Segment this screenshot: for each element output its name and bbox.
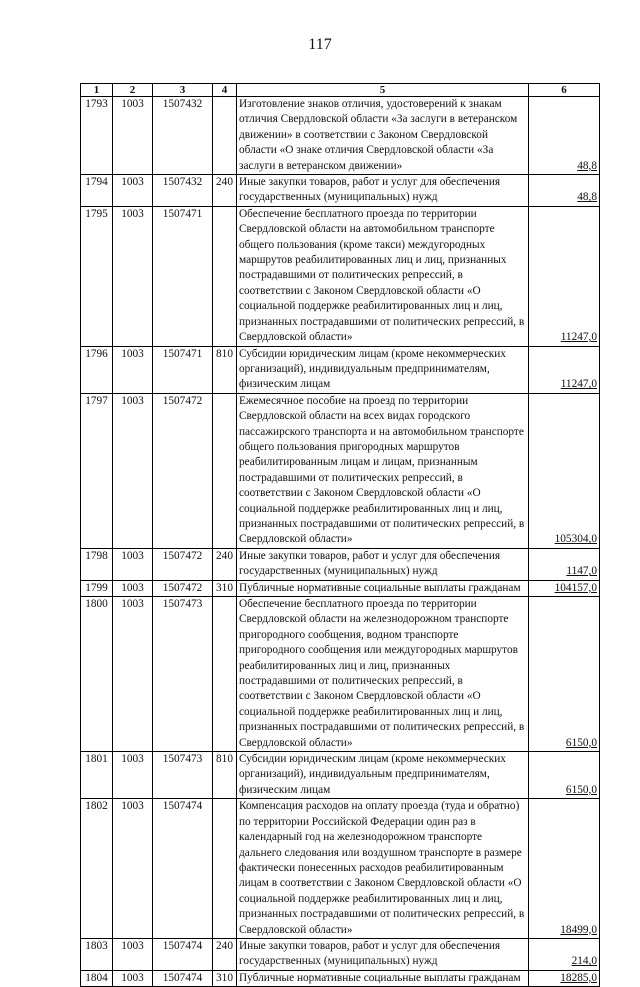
row-number-cell: 1796 xyxy=(81,346,113,393)
section-cell: 1003 xyxy=(113,346,153,393)
expense-type-cell xyxy=(213,206,237,346)
table-row xyxy=(81,175,600,207)
row-number-cell: 1799 xyxy=(81,580,113,596)
table-row xyxy=(81,206,600,346)
section-cell: 1003 xyxy=(113,393,153,548)
section-cell: 1003 xyxy=(113,752,153,799)
table-row xyxy=(81,346,600,393)
expense-type-cell: 240 xyxy=(213,938,237,970)
description-cell: Субсидии юридическим лицам (кроме некоммерческих организаций), индивидуальным предпринимателям, физическим лицам xyxy=(237,752,529,799)
expense-type-cell: 810 xyxy=(213,752,237,799)
description-cell: Компенсация расходов на оплату проезда (туда и обратно) по территории Российской Федерации один раз в календарный год на железнодорожном транспорте дальнего следования или воздушном транспорте в размере фактически понесенных расходов реабилитированным лицам в соответствии с Законом Свердловской области «О социальной поддержке реабилитированных лиц и лиц, признанных пострадавшими от политических репрессий, в Свердловской области» xyxy=(237,799,529,939)
amount-value: 48,8 xyxy=(577,191,597,204)
expense-type-cell: 240 xyxy=(213,548,237,580)
row-number-cell: 1800 xyxy=(81,597,113,752)
expense-type-cell xyxy=(213,597,237,752)
expense-type-cell: 310 xyxy=(213,580,237,596)
target-article-cell: 1507473 xyxy=(153,597,213,752)
page-number: 117 xyxy=(308,36,332,53)
target-article-cell: 1507472 xyxy=(153,548,213,580)
description-cell: Обеспечение бесплатного проезда по территории Свердловской области на автомобильном транспорте общего пользования (кроме такси) междугородных маршрутов реабилитированных лиц и лиц, признанных пострадавшими от политических репрессий, в соответствии с Законом Свердловской области «О социальной поддержке реабилитированных лиц и лиц, признанных пострадавшими от политических репрессий, в Свердловской области» xyxy=(237,206,529,346)
column-header: 1 xyxy=(81,84,113,97)
target-article-cell: 1507472 xyxy=(153,580,213,596)
description-cell: Иные закупки товаров, работ и услуг для обеспечения государственных (муниципальных) нужд xyxy=(237,938,529,970)
amount-value: 214,0 xyxy=(571,955,597,968)
section-cell: 1003 xyxy=(113,206,153,346)
description-cell: Изготовление знаков отличия, удостоверений к знакам отличия Свердловской области «За заслуги в ветеранском движении» в соответствии с Законом Свердловской области «О знаке отличия Свердловской области «За заслуги в ветеранском движении» xyxy=(237,97,529,175)
row-number-cell: 1794 xyxy=(81,175,113,207)
table-row xyxy=(81,799,600,939)
target-article-cell: 1507432 xyxy=(153,175,213,207)
amount-cell xyxy=(529,175,600,207)
table-row xyxy=(81,97,600,175)
target-article-cell: 1507474 xyxy=(153,938,213,970)
row-number-cell: 1803 xyxy=(81,938,113,970)
amount-value: 104157,0 xyxy=(554,581,597,594)
table-row xyxy=(81,752,600,799)
budget-table xyxy=(80,83,600,987)
table-row xyxy=(81,548,600,580)
description-cell: Ежемесячное пособие на проезд по территории Свердловской области на всех видах городского пассажирского транспорта и на автомобильном транспорте общего пользования пригородных маршрутов реабилитированным лицам и лицам, признанным пострадавшими от политических репрессий, в соответствии с Законом Свердловской области «О социальной поддержке реабилитированных лиц и лиц, признанных пострадавшими от политических репрессий, в Свердловской области» xyxy=(237,393,529,548)
description-cell: Публичные нормативные социальные выплаты гражданам xyxy=(237,580,529,596)
amount-value: 48,8 xyxy=(577,159,597,172)
row-number-cell: 1798 xyxy=(81,548,113,580)
description-cell: Субсидии юридическим лицам (кроме некоммерческих организаций), индивидуальным предпринимателям, физическим лицам xyxy=(237,346,529,393)
amount-cell xyxy=(529,938,600,970)
expense-type-cell: 240 xyxy=(213,175,237,207)
amount-cell xyxy=(529,206,600,346)
column-header: 3 xyxy=(153,84,213,97)
table-header-row xyxy=(81,84,600,97)
row-number-cell: 1797 xyxy=(81,393,113,548)
amount-value: 6150,0 xyxy=(565,783,597,796)
amount-cell xyxy=(529,597,600,752)
description-cell: Иные закупки товаров, работ и услуг для обеспечения государственных (муниципальных) нужд xyxy=(237,175,529,207)
column-header: 5 xyxy=(237,84,529,97)
row-number-cell: 1802 xyxy=(81,799,113,939)
amount-value: 18285,0 xyxy=(560,971,597,984)
section-cell: 1003 xyxy=(113,597,153,752)
amount-value: 18499,0 xyxy=(560,923,597,936)
column-header: 4 xyxy=(213,84,237,97)
amount-cell xyxy=(529,393,600,548)
table-row xyxy=(81,938,600,970)
table-row xyxy=(81,970,600,986)
description-cell: Обеспечение бесплатного проезда по территории Свердловской области на железнодорожном транспорте пригородного сообщения, водном транспорте пригородного сообщения или междугородных маршрутов реабилитированных лиц и лиц, признанных пострадавшими от политических репрессий, в соответствии с Законом Свердловской области «О социальной поддержке реабилитированных лиц и лиц, признанных пострадавшими от политических репрессий, в Свердловской области» xyxy=(237,597,529,752)
expense-type-cell: 810 xyxy=(213,346,237,393)
row-number-cell: 1801 xyxy=(81,752,113,799)
amount-cell xyxy=(529,97,600,175)
section-cell: 1003 xyxy=(113,175,153,207)
target-article-cell: 1507474 xyxy=(153,799,213,939)
column-header: 2 xyxy=(113,84,153,97)
amount-value: 11247,0 xyxy=(560,378,597,391)
amount-cell xyxy=(529,580,600,596)
row-number-cell: 1793 xyxy=(81,97,113,175)
section-cell: 1003 xyxy=(113,548,153,580)
table-row xyxy=(81,393,600,548)
amount-value: 105304,0 xyxy=(554,533,597,546)
expense-type-cell xyxy=(213,799,237,939)
section-cell: 1003 xyxy=(113,970,153,986)
expense-type-cell xyxy=(213,97,237,175)
table-row xyxy=(81,597,600,752)
section-cell: 1003 xyxy=(113,799,153,939)
section-cell: 1003 xyxy=(113,97,153,175)
target-article-cell: 1507474 xyxy=(153,970,213,986)
description-cell: Иные закупки товаров, работ и услуг для обеспечения государственных (муниципальных) нужд xyxy=(237,548,529,580)
target-article-cell: 1507471 xyxy=(153,346,213,393)
expense-type-cell: 310 xyxy=(213,970,237,986)
amount-value: 1147,0 xyxy=(566,565,597,578)
expense-type-cell xyxy=(213,393,237,548)
description-cell: Публичные нормативные социальные выплаты гражданам xyxy=(237,970,529,986)
section-cell: 1003 xyxy=(113,580,153,596)
amount-value: 11247,0 xyxy=(560,331,597,344)
row-number-cell: 1795 xyxy=(81,206,113,346)
target-article-cell: 1507471 xyxy=(153,206,213,346)
amount-cell xyxy=(529,970,600,986)
target-article-cell: 1507472 xyxy=(153,393,213,548)
target-article-cell: 1507473 xyxy=(153,752,213,799)
table-row xyxy=(81,580,600,596)
section-cell: 1003 xyxy=(113,938,153,970)
amount-cell xyxy=(529,799,600,939)
row-number-cell: 1804 xyxy=(81,970,113,986)
amount-cell xyxy=(529,752,600,799)
amount-value: 6150,0 xyxy=(565,736,597,749)
column-header: 6 xyxy=(529,84,600,97)
table-body xyxy=(81,97,600,987)
amount-cell xyxy=(529,346,600,393)
target-article-cell: 1507432 xyxy=(153,97,213,175)
amount-cell xyxy=(529,548,600,580)
